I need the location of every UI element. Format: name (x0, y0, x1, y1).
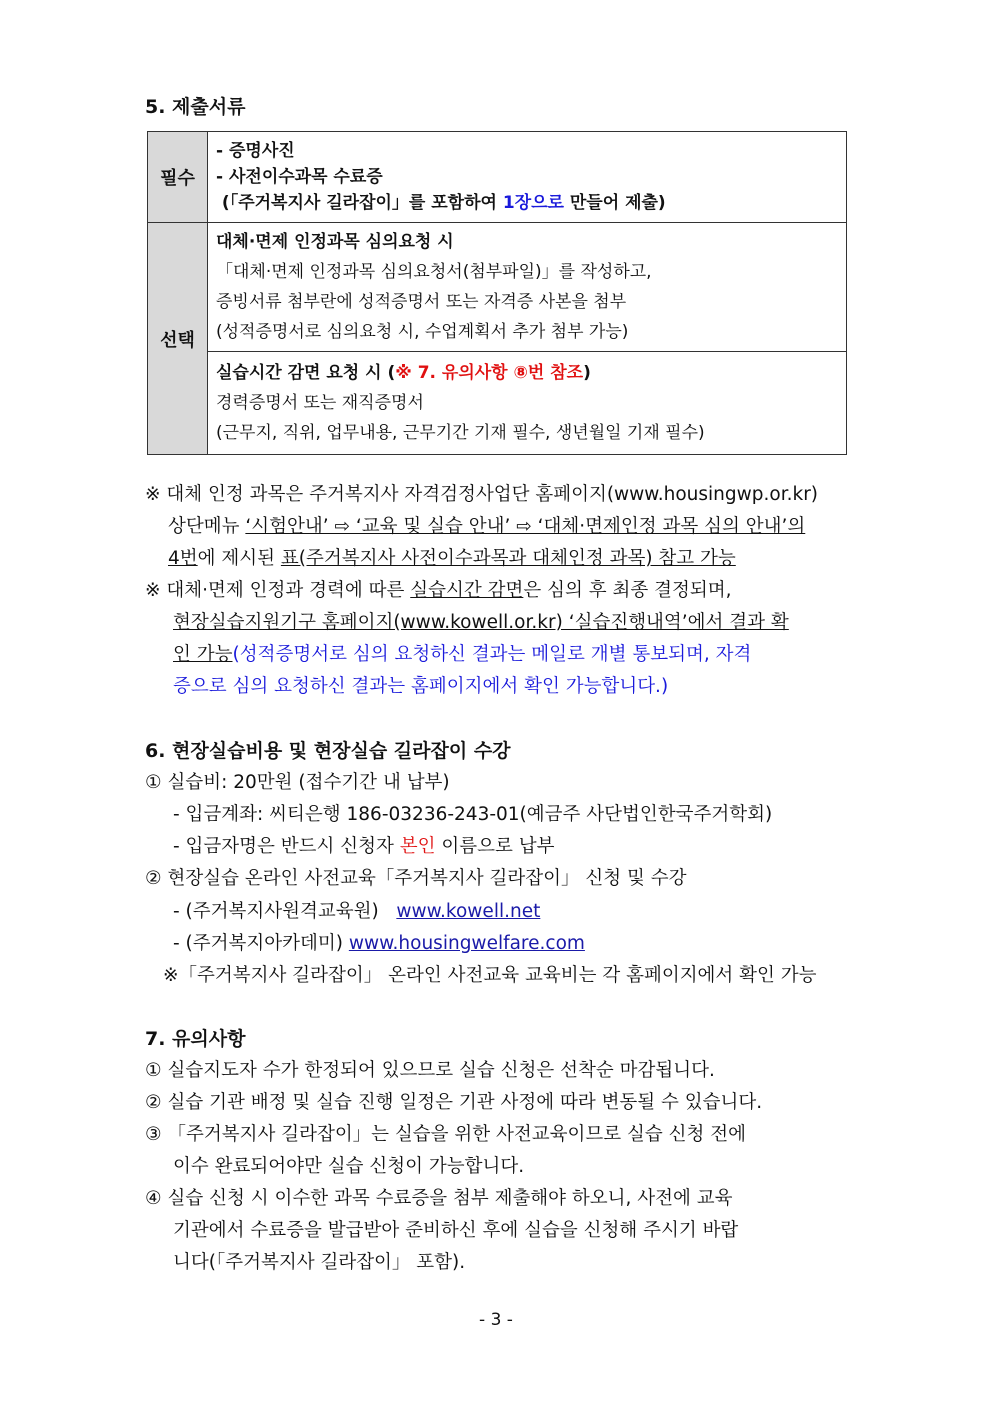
highlight-text: 1장으로 (502, 193, 564, 213)
red-text: 본인 (399, 836, 436, 857)
underlined-text: ‘시험안내’ ⇨ ‘교육 및 실습 안내’ ⇨ ‘대체·면제인정 과목 심의 안내’의 (245, 516, 806, 537)
underlined-text: 4번 (168, 548, 198, 569)
optional-label: 선택 (148, 223, 208, 455)
text: - (주거복지아카데미) (173, 933, 349, 954)
note-line (145, 576, 731, 602)
text: 에 제시된 (197, 548, 281, 569)
kowell-link[interactable]: www.kowell.net (396, 901, 541, 922)
list-item: ④ 실습 신청 시 이수한 과목 수료증을 첨부 제출해야 하오니, 사전에 교육 (145, 1188, 733, 1209)
text: - 입금자명은 반드시 신청자 (173, 836, 400, 857)
note-line (168, 544, 736, 570)
required-label: 필수 (148, 132, 208, 223)
note-line: 증으로 심의 요청하신 결과는 홈페이지에서 확인 가능합니다.) (173, 676, 669, 697)
list-item: - 사전이수과목 수료증 (216, 167, 383, 187)
housingwelfare-link[interactable]: www.housingwelfare.com (348, 933, 585, 954)
table-row (148, 132, 847, 223)
list-item (173, 929, 585, 955)
list-item: 니다(「주거복지사 길라잡이」 포함). (173, 1252, 466, 1273)
text: ) (583, 363, 591, 383)
list-item: 기관에서 수료증을 발급받아 준비하신 후에 실습을 신청해 주시기 바랍 (173, 1220, 739, 1241)
text: 상단메뉴 (168, 516, 246, 537)
text: (「주거복지사 길라잡이」를 포함하여 (221, 193, 503, 213)
list-item: 이수 완료되어야만 실습 신청이 가능합니다. (173, 1156, 525, 1177)
option-title: 대체·면제 인정과목 심의요청 시 (216, 232, 454, 252)
blue-text: (성적증명서로 심의 요청하신 결과는 메일로 개별 통보되며, 자격 (232, 644, 752, 665)
list-item: ① 실습비: 20만원 (접수기간 내 납부) (145, 772, 450, 793)
option-line: 증빙서류 첨부란에 성적증명서 또는 자격증 사본을 첨부 (216, 292, 627, 312)
optional-content-1 (208, 223, 847, 352)
list-item: ② 실습 기관 배정 및 실습 진행 일정은 기관 사정에 따라 변동될 수 있습니다. (145, 1092, 763, 1113)
text: 실습시간 감면 요청 시 ( (216, 363, 396, 383)
section-5-heading: 5. 제출서류 (145, 96, 246, 118)
underlined-text: 표(주거복지사 사전이수과목과 대체인정 과목) 참고 가능 (280, 548, 736, 569)
list-item: ※「주거복지사 길라잡이」 온라인 사전교육 교육비는 각 홈페이지에서 확인 가능 (163, 965, 817, 986)
text: ※ 대체·면제 인정과 경력에 따른 (145, 580, 411, 601)
table-row (148, 352, 847, 455)
note-line (173, 640, 751, 666)
section-7-heading: 7. 유의사항 (145, 1028, 246, 1050)
text: 만들어 제출) (563, 193, 666, 213)
option-line: 「대체·면제 인정과목 심의요청서(첨부파일)」를 작성하고, (216, 262, 652, 282)
text: - (주거복지사원격교육원) (173, 901, 397, 922)
text: 이름으로 납부 (435, 836, 555, 857)
note-line: 현장실습지원기구 홈페이지(www.kowell.or.kr) ‘실습진행내역’에서 결과 확 (173, 612, 789, 633)
text: 은 심의 후 최종 결정되며, (523, 580, 732, 601)
page-number: - 3 - (479, 1310, 513, 1330)
required-content (208, 132, 847, 223)
list-item: ② 현장실습 온라인 사전교육「주거복지사 길라잡이」 신청 및 수강 (145, 868, 687, 889)
underlined-text: 인 가능 (173, 644, 233, 665)
list-item (173, 832, 555, 858)
table-row (148, 223, 847, 352)
note-line (168, 512, 805, 538)
list-item (173, 897, 540, 923)
option-line: 경력증명서 또는 재직증명서 (216, 393, 424, 413)
optional-content-2 (208, 352, 847, 455)
option-line: (근무지, 직위, 업무내용, 근무기간 기재 필수, 생년월일 기재 필수) (216, 423, 705, 443)
documents-table (147, 131, 847, 455)
option-line: (성적증명서로 심의요청 시, 수업계획서 추가 첨부 가능) (216, 322, 629, 342)
reference-note: ※ 7. 유의사항 ⑧번 참조 (395, 363, 584, 383)
underlined-text: 실습시간 감면 (410, 580, 524, 601)
list-item: - 증명사진 (216, 141, 295, 161)
option-title (216, 358, 838, 388)
list-item: ③ 「주거복지사 길라잡이」는 실습을 위한 사전교육이므로 실습 신청 전에 (145, 1124, 747, 1145)
note-line: ※ 대체 인정 과목은 주거복지사 자격검정사업단 홈페이지(www.housingwp.or.kr) (145, 484, 819, 505)
section-6-heading: 6. 현장실습비용 및 현장실습 길라잡이 수강 (145, 740, 511, 762)
list-item: - 입금계좌: 씨티은행 186-03236-243-01(예금주 사단법인한국주거학회) (173, 804, 773, 825)
list-item: ① 실습지도자 수가 한정되어 있으므로 실습 신청은 선착순 마감됩니다. (145, 1060, 715, 1081)
list-item (216, 190, 838, 216)
